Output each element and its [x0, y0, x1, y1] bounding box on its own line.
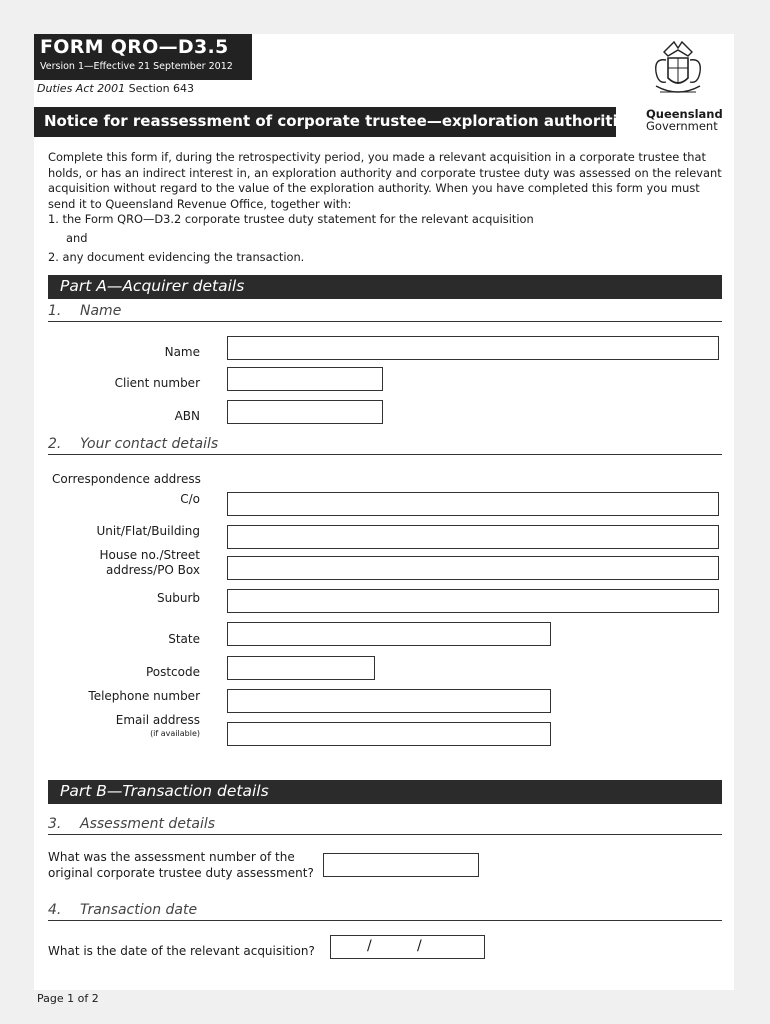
state-label: State: [168, 632, 200, 646]
intro-text: [48, 150, 728, 265]
logo-line-government: Government: [646, 119, 718, 133]
acquisition-date-field[interactable]: [330, 935, 485, 959]
assessment-question-line-1: What was the assessment number of the: [48, 850, 295, 864]
postcode-label: Postcode: [145, 665, 200, 679]
queensland-government-logotype: [646, 108, 726, 132]
email-input[interactable]: [227, 722, 551, 746]
act-name: Duties Act 2001: [37, 82, 126, 95]
suburb-label: Suburb: [157, 591, 200, 605]
notice-title: Notice for reassessment of corporate trustee—exploration authorities: [44, 112, 637, 130]
part-b-title: Part B—Transaction details: [60, 782, 269, 800]
section-1-title: Name: [80, 303, 122, 319]
email-label: Email address: [115, 713, 200, 727]
form-version: Version 1—Effective 21 September 2012: [40, 61, 233, 72]
telephone-label: Telephone number: [88, 689, 200, 703]
section-2-heading: [48, 436, 722, 455]
abn-label: ABN: [174, 409, 200, 423]
care-of-input[interactable]: [227, 492, 719, 516]
date-question: What is the date of the relevant acquisition?: [48, 944, 315, 958]
section-1-number: 1.: [48, 303, 62, 319]
care-of-label: C/o: [180, 492, 200, 506]
client-number-input[interactable]: [227, 367, 383, 391]
intro-item-1: 1. the Form QRO—D3.2 corporate trustee duty statement for the relevant acquisition: [48, 212, 534, 227]
house-label-line-1: House no./Street: [99, 548, 200, 562]
email-note: (if available): [150, 729, 200, 738]
section-1-heading: [48, 303, 722, 322]
form-id-block: [34, 34, 252, 80]
suburb-input[interactable]: [227, 589, 719, 613]
intro-item-2: 2. any document evidencing the transaction.: [48, 249, 305, 264]
section-3-heading: [48, 816, 722, 835]
postcode-input[interactable]: [227, 656, 375, 680]
assessment-question-line-2: original corporate trustee duty assessment?: [48, 866, 314, 880]
house-label-line-2: address/PO Box: [106, 563, 200, 577]
unit-input[interactable]: [227, 525, 719, 549]
section-4-number: 4.: [48, 902, 62, 918]
unit-label: Unit/Flat/Building: [96, 524, 200, 538]
date-separator-1: /: [367, 938, 372, 954]
state-input[interactable]: [227, 622, 551, 646]
assessment-number-input[interactable]: [323, 853, 479, 877]
part-a-title: Part A—Acquirer details: [60, 277, 245, 295]
intro-and: and: [66, 230, 88, 245]
intro-paragraph: Complete this form if, during the retrospectivity period, you made a relevant acquisition in a corporate trustee that holds, or has an indirect interest in, an exploration authority and corporate trustee duty was assessed on the relevant acquisition without regard to the value of the exploration authority. When you have completed this form you must send it to Queensland Revenue Office, together with:: [48, 150, 722, 211]
page-number: Page 1 of 2: [37, 992, 99, 1005]
part-b-header: [48, 780, 722, 804]
part-a-header: [48, 275, 722, 299]
notice-title-bar: [34, 107, 637, 137]
section-3-number: 3.: [48, 816, 62, 832]
date-separator-2: /: [417, 938, 422, 954]
name-input[interactable]: [227, 336, 719, 360]
section-4-heading: [48, 902, 722, 921]
form-code: FORM QRO—D3.5: [40, 36, 229, 58]
section-2-number: 2.: [48, 436, 62, 452]
act-reference: [37, 82, 194, 95]
telephone-input[interactable]: [227, 689, 551, 713]
client-number-label: Client number: [114, 376, 200, 390]
logo-line-queensland: Queensland: [646, 107, 723, 121]
abn-input[interactable]: [227, 400, 383, 424]
correspondence-address-label: Correspondence address: [52, 472, 201, 486]
name-label: Name: [164, 345, 200, 359]
section-4-title: Transaction date: [80, 902, 198, 918]
section-2-title: Your contact details: [80, 436, 219, 452]
act-section: Section 643: [125, 82, 195, 95]
section-3-title: Assessment details: [80, 816, 216, 832]
queensland-crest-logo: [650, 38, 706, 106]
street-address-input[interactable]: [227, 556, 719, 580]
